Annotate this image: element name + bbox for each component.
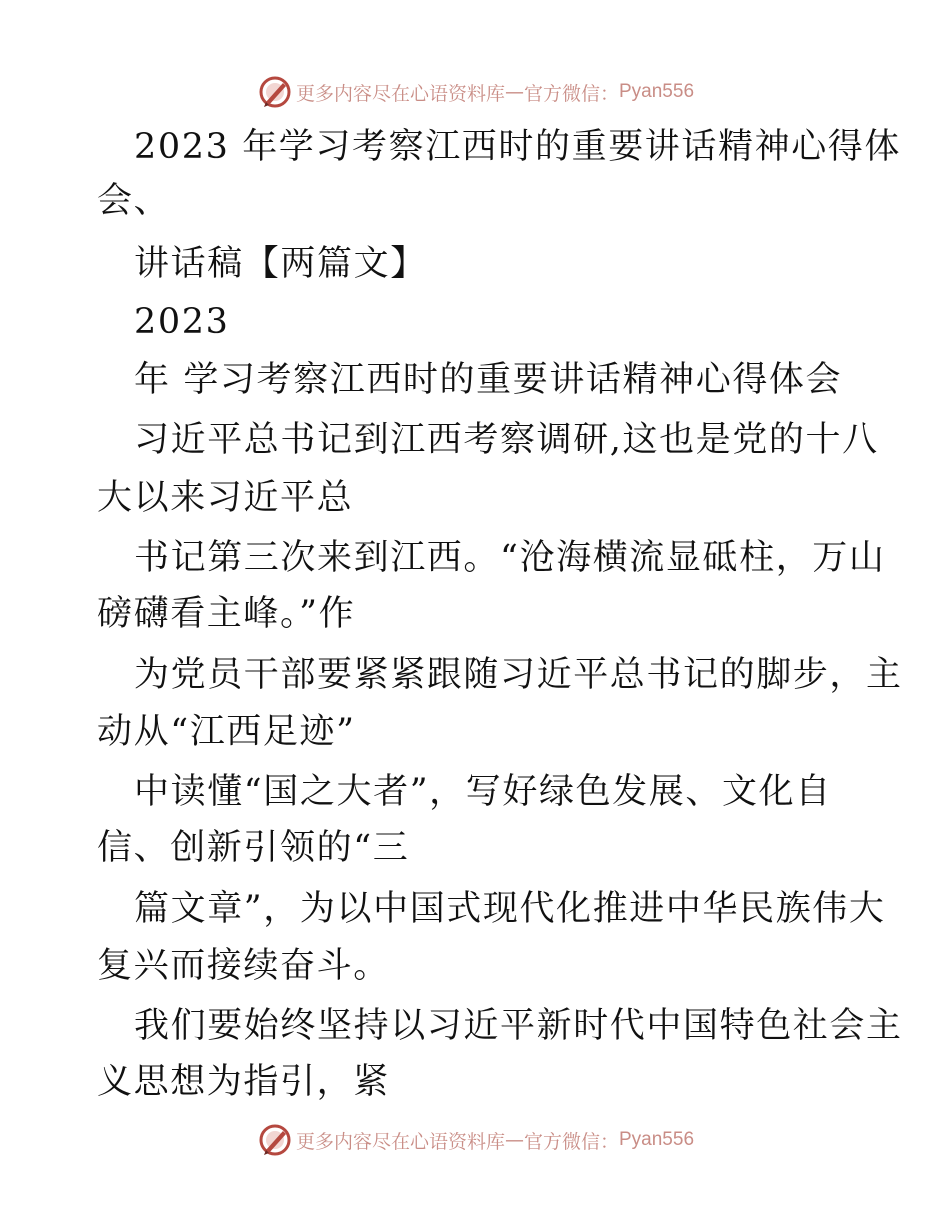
- footer-watermark: [0, 1120, 950, 1160]
- paragraph-line: 复兴而接续奋斗。: [97, 946, 390, 986]
- paragraph-line: 中读懂“国之大者”，写好绿色发展、文化自: [134, 772, 832, 812]
- paragraph-line: 我们要始终坚持以习近平新时代中国特色社会主: [134, 1006, 903, 1046]
- paragraph-line: 信、创新引领的“三: [97, 828, 410, 868]
- title-line: 会、: [97, 181, 171, 221]
- paragraph-line: 篇文章”，为以中国式现代化推进中华民族伟大: [134, 889, 886, 929]
- watermark-text: 更多内容尽在心语资料库: [295, 1130, 505, 1153]
- paragraph-line: 习近平总书记到江西考察调研,这也是党的十八: [134, 420, 879, 460]
- pen-logo-icon: [258, 1123, 292, 1157]
- header-watermark: [0, 72, 950, 112]
- watermark-separator: —: [504, 1129, 524, 1151]
- pen-logo-icon: [258, 75, 292, 109]
- heading-line: 年 学习考察江西时的重要讲话精神心得体会: [134, 360, 843, 400]
- year-line: 2023: [134, 302, 230, 342]
- paragraph-line: 为党员干部要紧紧跟随习近平总书记的脚步，主: [134, 655, 903, 695]
- subtitle-line: 讲话稿【两篇文】: [134, 244, 427, 284]
- watermark-wechat-label: 官方微信：: [523, 1130, 619, 1153]
- watermark-text: 更多内容尽在心语资料库: [295, 82, 505, 105]
- watermark-wechat-id: Pyan556: [619, 81, 695, 102]
- paragraph-line: 书记第三次来到江西。“沧海横流显砥柱，万山: [134, 538, 886, 578]
- title-line: 2023 年学习考察江西时的重要讲话精神心得体: [134, 127, 901, 167]
- paragraph-line: 动从“江西足迹”: [97, 712, 356, 752]
- paragraph-line: 义思想为指引，紧: [97, 1062, 390, 1102]
- watermark-separator: —: [504, 81, 524, 103]
- watermark-wechat-label: 官方微信：: [523, 82, 619, 105]
- watermark-wechat-id: Pyan556: [619, 1129, 695, 1150]
- paragraph-line: 大以来习近平总: [97, 478, 354, 518]
- paragraph-line: 磅礴看主峰。”作: [97, 594, 356, 634]
